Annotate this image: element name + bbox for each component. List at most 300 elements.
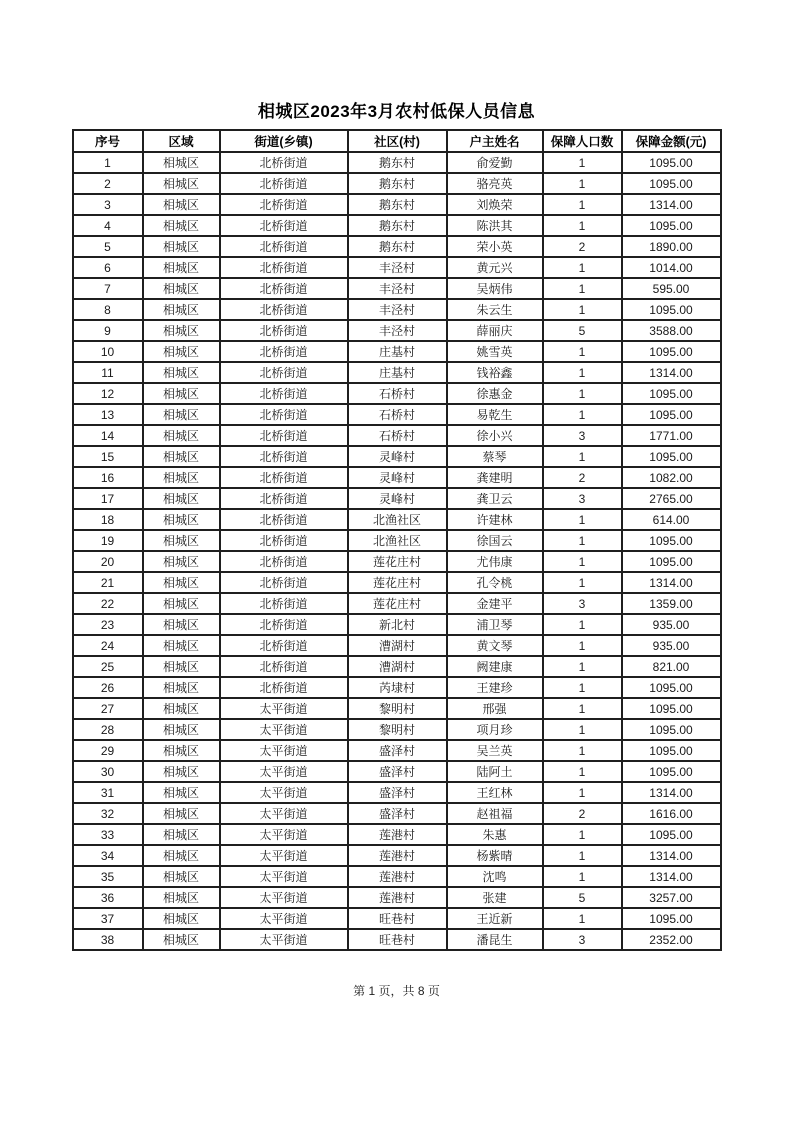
cell-street: 北桥街道: [220, 173, 348, 194]
cell-street: 北桥街道: [220, 257, 348, 278]
cell-village: 庄基村: [348, 362, 447, 383]
cell-index: 26: [73, 677, 143, 698]
cell-householder: 王红林: [447, 782, 543, 803]
cell-village: 丰泾村: [348, 278, 447, 299]
table-row: [73, 320, 721, 341]
cell-amount: 3588.00: [622, 320, 721, 341]
cell-region: 相城区: [143, 887, 220, 908]
table-row: [73, 152, 721, 173]
cell-population: 1: [543, 446, 622, 467]
cell-region: 相城区: [143, 299, 220, 320]
cell-population: 2: [543, 467, 622, 488]
cell-region: 相城区: [143, 509, 220, 530]
cell-index: 10: [73, 341, 143, 362]
cell-village: 石桥村: [348, 404, 447, 425]
table-row: [73, 698, 721, 719]
cell-householder: 徐惠金: [447, 383, 543, 404]
cell-street: 北桥街道: [220, 278, 348, 299]
cell-village: 鹅东村: [348, 173, 447, 194]
cell-street: 北桥街道: [220, 194, 348, 215]
cell-householder: 薛丽庆: [447, 320, 543, 341]
cell-amount: 3257.00: [622, 887, 721, 908]
column-header: 保障金额(元): [622, 130, 721, 152]
cell-street: 北桥街道: [220, 320, 348, 341]
table-row: [73, 236, 721, 257]
cell-region: 相城区: [143, 341, 220, 362]
cell-population: 1: [543, 719, 622, 740]
cell-region: 相城区: [143, 845, 220, 866]
cell-village: 石桥村: [348, 383, 447, 404]
cell-amount: 1095.00: [622, 404, 721, 425]
table-row: [73, 488, 721, 509]
cell-index: 2: [73, 173, 143, 194]
cell-amount: 1095.00: [622, 530, 721, 551]
cell-amount: 1095.00: [622, 551, 721, 572]
cell-amount: 1095.00: [622, 299, 721, 320]
cell-householder: 王建珍: [447, 677, 543, 698]
cell-population: 1: [543, 257, 622, 278]
cell-street: 太平街道: [220, 761, 348, 782]
table-row: [73, 509, 721, 530]
cell-amount: 2352.00: [622, 929, 721, 950]
cell-street: 北桥街道: [220, 656, 348, 677]
cell-amount: 1314.00: [622, 572, 721, 593]
cell-village: 丰泾村: [348, 320, 447, 341]
cell-street: 北桥街道: [220, 383, 348, 404]
cell-index: 12: [73, 383, 143, 404]
cell-village: 北渔社区: [348, 530, 447, 551]
cell-population: 1: [543, 278, 622, 299]
table-row: [73, 362, 721, 383]
cell-householder: 刘焕荣: [447, 194, 543, 215]
cell-street: 太平街道: [220, 887, 348, 908]
cell-street: 太平街道: [220, 740, 348, 761]
cell-region: 相城区: [143, 467, 220, 488]
cell-street: 太平街道: [220, 866, 348, 887]
cell-region: 相城区: [143, 278, 220, 299]
cell-region: 相城区: [143, 446, 220, 467]
cell-street: 北桥街道: [220, 215, 348, 236]
cell-population: 1: [543, 761, 622, 782]
cell-population: 1: [543, 635, 622, 656]
cell-street: 北桥街道: [220, 467, 348, 488]
cell-street: 太平街道: [220, 845, 348, 866]
cell-street: 北桥街道: [220, 152, 348, 173]
page-number: 第 1 页，共 8 页: [353, 984, 440, 998]
cell-index: 7: [73, 278, 143, 299]
table-row: [73, 551, 721, 572]
cell-region: 相城区: [143, 908, 220, 929]
cell-population: 1: [543, 173, 622, 194]
cell-amount: 1095.00: [622, 383, 721, 404]
cell-village: 盛泽村: [348, 740, 447, 761]
table-row: [73, 782, 721, 803]
cell-village: 庄基村: [348, 341, 447, 362]
table-row: [73, 803, 721, 824]
cell-village: 盛泽村: [348, 803, 447, 824]
cell-amount: 821.00: [622, 656, 721, 677]
column-header: 保障人口数: [543, 130, 622, 152]
cell-population: 1: [543, 383, 622, 404]
cell-index: 19: [73, 530, 143, 551]
table-row: [73, 929, 721, 950]
cell-amount: 1314.00: [622, 866, 721, 887]
cell-householder: 浦卫琴: [447, 614, 543, 635]
cell-region: 相城区: [143, 866, 220, 887]
cell-index: 8: [73, 299, 143, 320]
cell-index: 38: [73, 929, 143, 950]
cell-region: 相城区: [143, 782, 220, 803]
cell-population: 1: [543, 530, 622, 551]
cell-region: 相城区: [143, 635, 220, 656]
cell-village: 鹅东村: [348, 215, 447, 236]
cell-index: 33: [73, 824, 143, 845]
cell-village: 芮埭村: [348, 677, 447, 698]
cell-amount: 1095.00: [622, 215, 721, 236]
cell-householder: 王近新: [447, 908, 543, 929]
cell-region: 相城区: [143, 257, 220, 278]
cell-householder: 潘昆生: [447, 929, 543, 950]
cell-population: 1: [543, 698, 622, 719]
column-header: 户主姓名: [447, 130, 543, 152]
cell-street: 北桥街道: [220, 635, 348, 656]
cell-amount: 1095.00: [622, 719, 721, 740]
cell-householder: 朱惠: [447, 824, 543, 845]
cell-amount: 1095.00: [622, 761, 721, 782]
cell-region: 相城区: [143, 488, 220, 509]
cell-index: 5: [73, 236, 143, 257]
table-row: [73, 341, 721, 362]
cell-region: 相城区: [143, 530, 220, 551]
cell-population: 2: [543, 803, 622, 824]
cell-street: 北桥街道: [220, 425, 348, 446]
cell-region: 相城区: [143, 656, 220, 677]
cell-population: 2: [543, 236, 622, 257]
table-row: [73, 194, 721, 215]
cell-index: 6: [73, 257, 143, 278]
cell-village: 莲花庄村: [348, 593, 447, 614]
cell-householder: 孔令桃: [447, 572, 543, 593]
cell-region: 相城区: [143, 173, 220, 194]
table-row: [73, 215, 721, 236]
cell-street: 太平街道: [220, 803, 348, 824]
table-row: [73, 593, 721, 614]
table-header-row: [73, 130, 721, 152]
cell-householder: 骆亮英: [447, 173, 543, 194]
cell-region: 相城区: [143, 551, 220, 572]
cell-street: 北桥街道: [220, 551, 348, 572]
cell-village: 黎明村: [348, 698, 447, 719]
table-row: [73, 530, 721, 551]
cell-region: 相城区: [143, 572, 220, 593]
cell-index: 15: [73, 446, 143, 467]
cell-region: 相城区: [143, 803, 220, 824]
cell-index: 27: [73, 698, 143, 719]
cell-householder: 龚建明: [447, 467, 543, 488]
cell-amount: 1095.00: [622, 698, 721, 719]
cell-householder: 张建: [447, 887, 543, 908]
cell-amount: 935.00: [622, 614, 721, 635]
column-header: 街道(乡镇): [220, 130, 348, 152]
cell-householder: 徐国云: [447, 530, 543, 551]
cell-amount: 1082.00: [622, 467, 721, 488]
cell-village: 鹅东村: [348, 152, 447, 173]
cell-region: 相城区: [143, 404, 220, 425]
cell-amount: 1095.00: [622, 173, 721, 194]
page-title: 相城区2023年3月农村低保人员信息: [257, 102, 536, 121]
cell-village: 莲港村: [348, 845, 447, 866]
cell-village: 莲港村: [348, 824, 447, 845]
column-header: 社区(村): [348, 130, 447, 152]
table-row: [73, 404, 721, 425]
cell-region: 相城区: [143, 761, 220, 782]
cell-amount: 1314.00: [622, 782, 721, 803]
cell-street: 北桥街道: [220, 341, 348, 362]
cell-amount: 595.00: [622, 278, 721, 299]
cell-householder: 徐小兴: [447, 425, 543, 446]
table-row: [73, 719, 721, 740]
cell-amount: 1890.00: [622, 236, 721, 257]
table-row: [73, 173, 721, 194]
table-row: [73, 383, 721, 404]
cell-index: 36: [73, 887, 143, 908]
cell-street: 北桥街道: [220, 572, 348, 593]
cell-index: 1: [73, 152, 143, 173]
cell-street: 北桥街道: [220, 509, 348, 530]
cell-population: 1: [543, 908, 622, 929]
cell-region: 相城区: [143, 593, 220, 614]
cell-index: 32: [73, 803, 143, 824]
cell-householder: 金建平: [447, 593, 543, 614]
cell-village: 灵峰村: [348, 488, 447, 509]
table-row: [73, 866, 721, 887]
cell-index: 18: [73, 509, 143, 530]
cell-index: 35: [73, 866, 143, 887]
cell-population: 1: [543, 677, 622, 698]
cell-householder: 许建林: [447, 509, 543, 530]
cell-householder: 吴炳伟: [447, 278, 543, 299]
cell-region: 相城区: [143, 740, 220, 761]
cell-village: 丰泾村: [348, 299, 447, 320]
cell-street: 北桥街道: [220, 404, 348, 425]
cell-village: 莲花庄村: [348, 572, 447, 593]
cell-village: 鹅东村: [348, 236, 447, 257]
column-header: 序号: [73, 130, 143, 152]
cell-population: 1: [543, 866, 622, 887]
cell-population: 5: [543, 887, 622, 908]
cell-street: 太平街道: [220, 908, 348, 929]
cell-village: 盛泽村: [348, 761, 447, 782]
table-row: [73, 614, 721, 635]
cell-region: 相城区: [143, 824, 220, 845]
cell-householder: 黄元兴: [447, 257, 543, 278]
cell-amount: 1771.00: [622, 425, 721, 446]
cell-index: 11: [73, 362, 143, 383]
cell-population: 1: [543, 551, 622, 572]
cell-street: 太平街道: [220, 929, 348, 950]
cell-index: 13: [73, 404, 143, 425]
cell-village: 黎明村: [348, 719, 447, 740]
column-header: 区域: [143, 130, 220, 152]
cell-village: 盛泽村: [348, 782, 447, 803]
cell-population: 1: [543, 614, 622, 635]
cell-street: 北桥街道: [220, 299, 348, 320]
cell-population: 1: [543, 341, 622, 362]
cell-population: 1: [543, 740, 622, 761]
cell-region: 相城区: [143, 929, 220, 950]
cell-region: 相城区: [143, 698, 220, 719]
cell-householder: 荣小英: [447, 236, 543, 257]
cell-householder: 项月珍: [447, 719, 543, 740]
cell-householder: 朱云生: [447, 299, 543, 320]
cell-street: 北桥街道: [220, 614, 348, 635]
cell-population: 1: [543, 194, 622, 215]
cell-index: 24: [73, 635, 143, 656]
cell-amount: 1616.00: [622, 803, 721, 824]
cell-index: 28: [73, 719, 143, 740]
cell-amount: 1359.00: [622, 593, 721, 614]
cell-street: 北桥街道: [220, 362, 348, 383]
cell-region: 相城区: [143, 320, 220, 341]
table-row: [73, 635, 721, 656]
cell-index: 23: [73, 614, 143, 635]
cell-street: 太平街道: [220, 719, 348, 740]
table-row: [73, 908, 721, 929]
cell-householder: 龚卫云: [447, 488, 543, 509]
cell-population: 1: [543, 152, 622, 173]
cell-index: 4: [73, 215, 143, 236]
cell-householder: 阙建康: [447, 656, 543, 677]
cell-amount: 935.00: [622, 635, 721, 656]
cell-region: 相城区: [143, 614, 220, 635]
cell-amount: 1095.00: [622, 824, 721, 845]
cell-amount: 1095.00: [622, 908, 721, 929]
cell-street: 北桥街道: [220, 677, 348, 698]
cell-amount: 1095.00: [622, 446, 721, 467]
cell-householder: 沈鸣: [447, 866, 543, 887]
table-row: [73, 656, 721, 677]
cell-region: 相城区: [143, 236, 220, 257]
cell-population: 1: [543, 362, 622, 383]
cell-index: 9: [73, 320, 143, 341]
cell-householder: 吴兰英: [447, 740, 543, 761]
table-row: [73, 425, 721, 446]
cell-population: 1: [543, 572, 622, 593]
cell-population: 1: [543, 782, 622, 803]
cell-householder: 陆阿土: [447, 761, 543, 782]
cell-population: 1: [543, 299, 622, 320]
cell-village: 鹅东村: [348, 194, 447, 215]
cell-amount: 614.00: [622, 509, 721, 530]
table-row: [73, 677, 721, 698]
cell-householder: 俞爱勤: [447, 152, 543, 173]
cell-village: 北渔社区: [348, 509, 447, 530]
table-body: [73, 152, 721, 950]
cell-householder: 尤伟康: [447, 551, 543, 572]
cell-index: 31: [73, 782, 143, 803]
table-row: [73, 467, 721, 488]
cell-village: 漕湖村: [348, 656, 447, 677]
table-row: [73, 845, 721, 866]
cell-population: 1: [543, 404, 622, 425]
cell-region: 相城区: [143, 677, 220, 698]
cell-index: 22: [73, 593, 143, 614]
cell-population: 1: [543, 845, 622, 866]
cell-amount: 1014.00: [622, 257, 721, 278]
cell-amount: 1314.00: [622, 845, 721, 866]
cell-index: 25: [73, 656, 143, 677]
cell-amount: 1314.00: [622, 362, 721, 383]
cell-village: 旺巷村: [348, 908, 447, 929]
cell-householder: 黄文琴: [447, 635, 543, 656]
cell-population: 3: [543, 425, 622, 446]
cell-index: 14: [73, 425, 143, 446]
cell-region: 相城区: [143, 719, 220, 740]
cell-index: 16: [73, 467, 143, 488]
cell-population: 1: [543, 824, 622, 845]
table-row: [73, 257, 721, 278]
cell-index: 29: [73, 740, 143, 761]
table-row: [73, 887, 721, 908]
cell-amount: 1314.00: [622, 194, 721, 215]
table-row: [73, 299, 721, 320]
cell-index: 3: [73, 194, 143, 215]
cell-householder: 杨紫晴: [447, 845, 543, 866]
cell-region: 相城区: [143, 425, 220, 446]
cell-street: 太平街道: [220, 782, 348, 803]
cell-index: 30: [73, 761, 143, 782]
cell-population: 5: [543, 320, 622, 341]
cell-population: 1: [543, 509, 622, 530]
cell-householder: 赵祖福: [447, 803, 543, 824]
cell-village: 灵峰村: [348, 467, 447, 488]
table-row: [73, 572, 721, 593]
cell-index: 37: [73, 908, 143, 929]
cell-region: 相城区: [143, 194, 220, 215]
cell-householder: 姚雪英: [447, 341, 543, 362]
cell-village: 莲花庄村: [348, 551, 447, 572]
cell-householder: 钱裕鑫: [447, 362, 543, 383]
cell-street: 北桥街道: [220, 593, 348, 614]
cell-householder: 蔡琴: [447, 446, 543, 467]
cell-street: 北桥街道: [220, 446, 348, 467]
cell-street: 北桥街道: [220, 530, 348, 551]
cell-population: 1: [543, 215, 622, 236]
cell-region: 相城区: [143, 215, 220, 236]
cell-street: 北桥街道: [220, 236, 348, 257]
cell-amount: 1095.00: [622, 740, 721, 761]
cell-amount: 1095.00: [622, 677, 721, 698]
cell-village: 旺巷村: [348, 929, 447, 950]
table-row: [73, 824, 721, 845]
table-row: [73, 740, 721, 761]
cell-street: 北桥街道: [220, 488, 348, 509]
cell-amount: 1095.00: [622, 341, 721, 362]
cell-village: 灵峰村: [348, 446, 447, 467]
cell-amount: 2765.00: [622, 488, 721, 509]
cell-village: 漕湖村: [348, 635, 447, 656]
cell-village: 石桥村: [348, 425, 447, 446]
cell-householder: 邢强: [447, 698, 543, 719]
cell-index: 34: [73, 845, 143, 866]
cell-village: 新北村: [348, 614, 447, 635]
table-row: [73, 446, 721, 467]
cell-population: 3: [543, 929, 622, 950]
cell-village: 莲港村: [348, 887, 447, 908]
cell-amount: 1095.00: [622, 152, 721, 173]
cell-village: 丰泾村: [348, 257, 447, 278]
cell-index: 21: [73, 572, 143, 593]
